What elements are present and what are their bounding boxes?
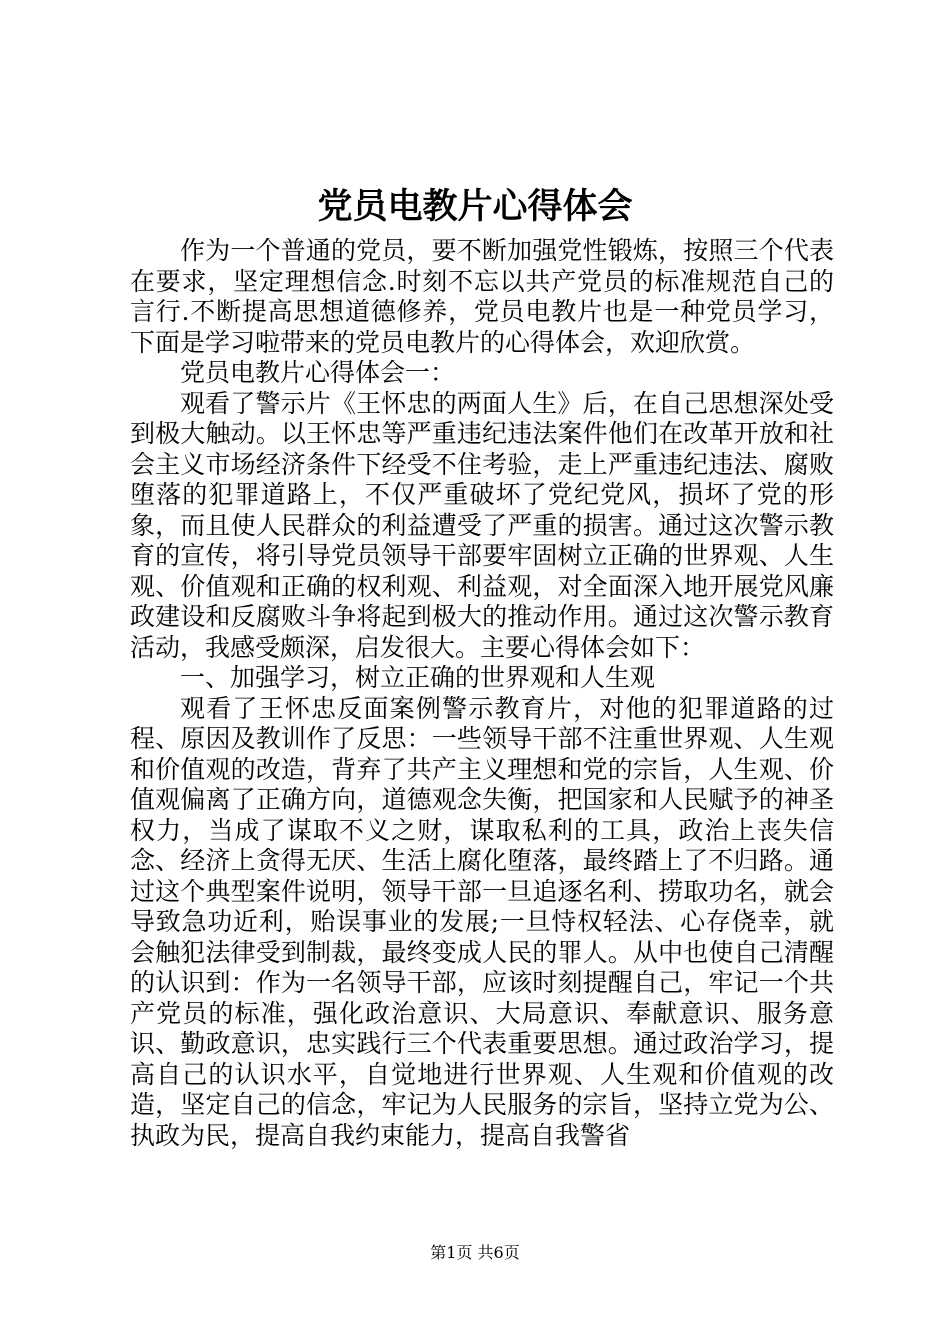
document-title: 党员电教片心得体会	[317, 186, 633, 227]
intro-paragraph: 作为一个普通的党员，要不断加强党性锻炼，按照三个代表在要求，坚定理想信念.时刻不忘以共产党员的标准规范自己的言行.不断提高思想道德修养，党员电教片也是一种党员学习，下面是学习啦带来的党员电教片的心得体会，欢迎欣赏。	[130, 236, 834, 357]
body-paragraph: 观看了警示片《王怀忠的两面人生》后，在自己思想深处受到极大触动。以王怀忠等严重违纪违法案件他们在改革开放和社会主义市场经济条件下经受不住考验，走上严重违纪违法、腐败堕落的犯罪道路上，不仅严重破坏了党纪党风，损坏了党的形象，而且使人民群众的利益遭受了严重的损害。通过这次警示教育的宣传，将引导党员领导干部要牢固树立正确的世界观、人生观、价值观和正确的权利观、利益观，对全面深入地开展党风廉政建设和反腐败斗争将起到极大的推动作用。通过这次警示教育活动，我感受颇深，启发很大。主要心得体会如下：	[130, 388, 834, 662]
body-paragraph: 观看了王怀忠反面案例警示教育片，对他的犯罪道路的过程、原因及教训作了反思：一些领导干部不注重世界观、人生观和价值观的改造，背弃了共产主义理想和党的宗旨，人生观、价值观偏离了正确方向，道德观念失衡，把国家和人民赋予的神圣权力，当成了谋取不义之财，谋取私利的工具，政治上丧失信念、经济上贪得无厌、生活上腐化堕落，最终踏上了不归路。通过这个典型案件说明，领导干部一旦追逐名利、捞取功名，就会导致急功近利，贻误事业的发展;一旦恃权轻法、心存侥幸，就会触犯法律受到制裁，最终变成人民的罪人。从中也使自己清醒的认识到：作为一名领导干部，应该时刻提醒自己，牢记一个共产党员的标准，强化政治意识、大局意识、奉献意识、服务意识、勤政意识，忠实践行三个代表重要思想。通过政治学习，提高自己的认识水平，自觉地进行世界观、人生观和价值观的改造，坚定自己的信念，牢记为人民服务的宗旨，坚持立党为公、执政为民，提高自我约束能力，提高自我警省	[130, 693, 834, 1150]
page-number-footer: 第1页 共6页	[430, 1243, 520, 1262]
subheading-one: 一、加强学习，树立正确的世界观和人生观	[180, 663, 656, 692]
section-heading-one: 党员电教片心得体会一：	[180, 358, 456, 387]
document-body	[130, 236, 834, 1151]
